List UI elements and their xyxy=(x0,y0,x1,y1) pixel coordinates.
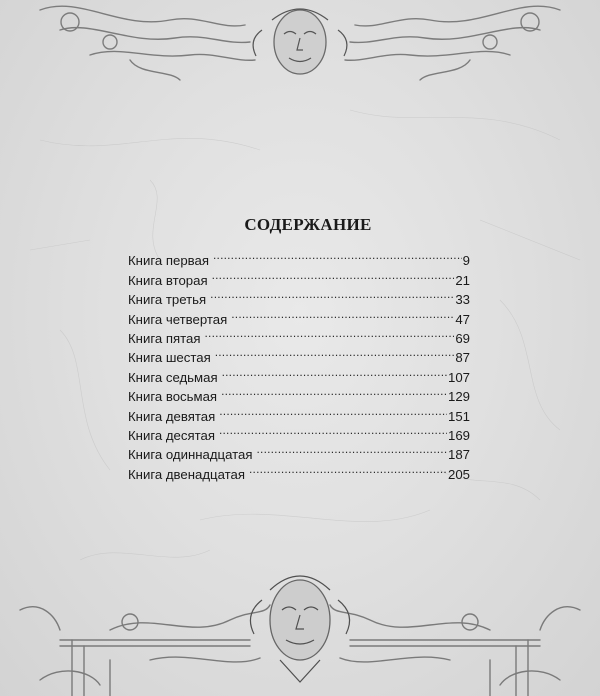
toc-entry-page-number: 107 xyxy=(447,369,470,385)
toc-entry-page-number: 33 xyxy=(455,292,470,308)
toc-entry-page-number: 47 xyxy=(455,311,470,327)
toc-entry-page-number: 69 xyxy=(455,330,470,346)
toc-entry-page-number: 205 xyxy=(447,466,470,482)
toc-entry-page-number: 129 xyxy=(447,389,470,405)
toc-entry-page-number: 187 xyxy=(447,447,470,463)
toc-dot-leader xyxy=(212,265,455,284)
toc-entry-label: Книга вторая xyxy=(128,272,208,288)
toc-entry-label: Книга десятая xyxy=(128,427,215,443)
toc-entry-label: Книга третья xyxy=(128,292,207,308)
toc-dot-leader xyxy=(215,343,455,362)
toc-entry-label: Книга четвертая xyxy=(128,311,228,327)
toc-dot-leader xyxy=(219,401,447,420)
toc-dot-leader xyxy=(222,362,447,381)
toc-entry-label: Книга седьмая xyxy=(128,369,218,385)
toc-entry-label: Книга пятая xyxy=(128,330,201,346)
toc-dot-leader xyxy=(249,459,447,478)
toc-dot-leader xyxy=(213,246,462,265)
toc-entry-label: Книга шестая xyxy=(128,350,211,366)
toc-entry-page-number: 169 xyxy=(447,427,470,443)
toc-dot-leader xyxy=(210,285,454,304)
toc-entry-label: Книга девятая xyxy=(128,408,216,424)
toc-entry-label: Книга двенадцатая xyxy=(128,466,246,482)
toc-dot-leader xyxy=(219,421,447,440)
toc-dot-leader xyxy=(257,440,447,459)
toc-dot-leader xyxy=(221,382,447,401)
toc-title: СОДЕРЖАНИЕ xyxy=(244,215,372,234)
toc-list xyxy=(128,246,470,482)
toc-entry-label: Книга одиннадцатая xyxy=(128,447,253,463)
toc-entry-label: Книга восьмая xyxy=(128,389,218,405)
toc-entry-page-number: 21 xyxy=(455,272,470,288)
bottom-ornament-icon xyxy=(0,570,600,696)
toc-entry xyxy=(128,246,470,269)
toc-entry-label: Книга первая xyxy=(128,253,209,269)
toc-entry-page-number: 87 xyxy=(455,350,470,366)
toc-entry-page-number: 151 xyxy=(447,408,470,424)
toc-entry-page-number: 9 xyxy=(462,253,470,269)
top-ornament-icon xyxy=(0,0,600,95)
table-of-contents xyxy=(128,214,470,482)
toc-dot-leader xyxy=(205,324,455,343)
toc-dot-leader xyxy=(231,304,454,323)
